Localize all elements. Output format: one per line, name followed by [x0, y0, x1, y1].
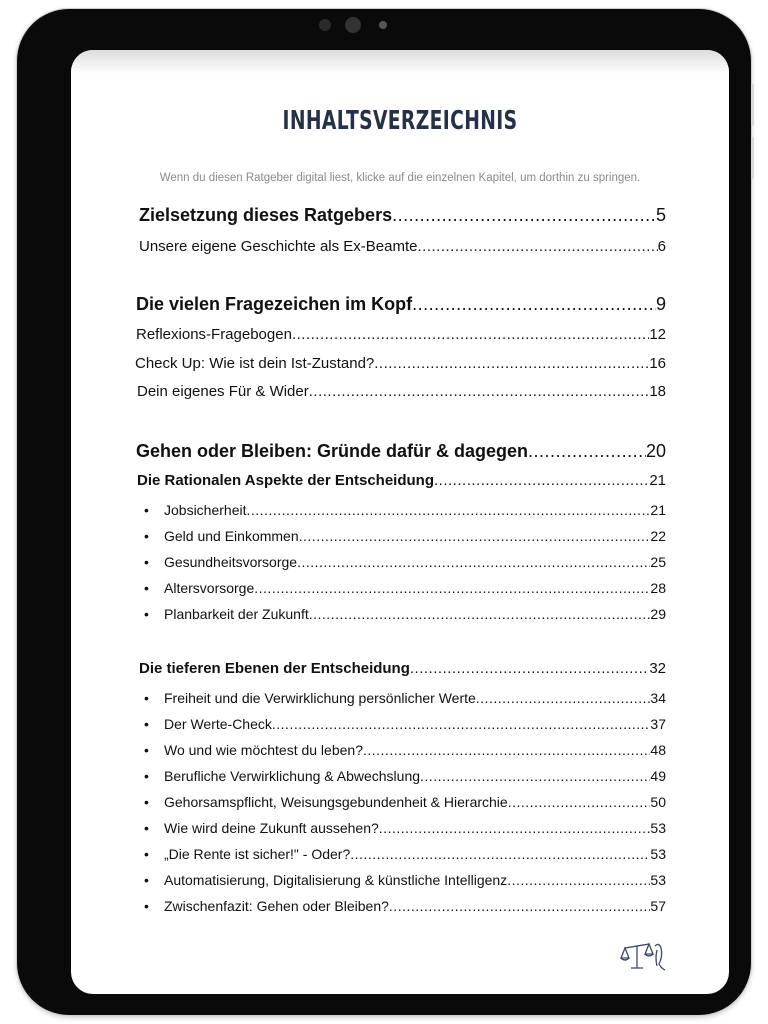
- toc-entry-label: Freiheit und die Verwirklichung persönlicher Werte: [164, 690, 476, 706]
- toc-entry-label: Jobsicherheit: [164, 502, 247, 518]
- toc-leader: [412, 294, 656, 315]
- toc-entry-zielsetzung[interactable]: [139, 205, 666, 226]
- toc-leader: [272, 716, 651, 732]
- light-sensor: [379, 21, 387, 29]
- toc-entry-label: Check Up: Wie ist dein Ist-Zustand?: [135, 355, 375, 372]
- toc-entry-page: 29: [650, 606, 666, 622]
- toc-leader: [363, 742, 650, 758]
- volume-down-button: [751, 137, 754, 179]
- toc-entry-page: 16: [649, 355, 666, 372]
- bullet-icon: •: [144, 554, 149, 570]
- toc-entry-page: 9: [655, 294, 666, 314]
- toc-entry-label: Gesundheitsvorsorge: [164, 554, 298, 570]
- toc-entry-werte-check[interactable]: [144, 716, 666, 732]
- toc-leader: [292, 326, 649, 343]
- toc-entry-label: Unsere eigene Geschichte als Ex-Beamte: [139, 238, 418, 255]
- toc-entry-automatisierung[interactable]: [144, 872, 666, 888]
- toc-entry-page: 53: [650, 820, 666, 836]
- toc-entry-zwischenfazit[interactable]: [144, 898, 666, 914]
- toc-leader: [254, 580, 650, 596]
- toc-entry-page: 18: [649, 383, 666, 400]
- bullet-icon: •: [144, 690, 149, 706]
- toc-entry-reflexion[interactable]: [136, 326, 666, 343]
- toc-entry-page: 21: [650, 502, 666, 518]
- toc-entry-page: 37: [650, 716, 666, 732]
- toc-leader: [434, 472, 649, 489]
- toc-entry-jobsicherheit[interactable]: [144, 502, 666, 518]
- camera-icon: [345, 17, 361, 33]
- sensor-dot: [319, 19, 331, 31]
- toc-entry-page: 12: [649, 326, 666, 343]
- toc-entry-zukunft[interactable]: [144, 820, 666, 836]
- toc-leader: [299, 528, 651, 544]
- toc-entry-label: Altersvorsorge: [164, 580, 255, 596]
- toc-entry-label: Automatisierung, Digitalisierung & künstliche Intelligenz: [164, 872, 508, 888]
- bullet-icon: •: [144, 846, 149, 862]
- toc-leader: [417, 238, 657, 255]
- toc-entry-berufliche-verwirklichung[interactable]: [144, 768, 666, 784]
- toc-entry-rationale-aspekte[interactable]: [137, 472, 666, 489]
- bullet-icon: •: [144, 872, 149, 888]
- toc-entry-planbarkeit[interactable]: [144, 606, 666, 622]
- toc-entry-page: 53: [650, 846, 666, 862]
- toc-entry-label: Die Rationalen Aspekte der Entscheidung: [137, 472, 435, 489]
- toc-entry-label: Planbarkeit der Zukunft: [164, 606, 309, 622]
- toc-leader: [389, 898, 651, 914]
- page-subtitle: Wenn du diesen Ratgeber digital liest, klicke auf die einzelnen Kapitel, um dorthin zu springen.: [159, 172, 641, 184]
- toc-entry-geld[interactable]: [144, 528, 666, 544]
- toc-leader: [420, 768, 650, 784]
- toc-entry-label: Die tieferen Ebenen der Entscheidung: [139, 660, 410, 677]
- toc-entry-gesundheit[interactable]: [144, 554, 666, 570]
- toc-entry-page: 25: [650, 554, 666, 570]
- bullet-icon: •: [144, 528, 149, 544]
- toc-entry-fuer-wider[interactable]: [137, 383, 666, 400]
- screen: [71, 50, 729, 994]
- bullet-icon: •: [144, 820, 149, 836]
- bullet-icon: •: [144, 716, 149, 732]
- toc-entry-geschichte[interactable]: [139, 238, 666, 255]
- toc-entry-label: Wo und wie möchtest du leben?: [164, 742, 363, 758]
- toc-entry-page: 21: [649, 472, 666, 489]
- toc-leader: [410, 660, 649, 677]
- toc-entry-wo-leben[interactable]: [144, 742, 666, 758]
- toc-leader: [247, 502, 651, 518]
- toc-entry-page: 53: [650, 872, 666, 888]
- tablet-frame: [17, 9, 751, 1015]
- toc-entry-label: Reflexions-Fragebogen: [136, 326, 292, 343]
- toc-entry-label: Gehorsamspflicht, Weisungsgebundenheit & Hierarchie: [164, 794, 508, 810]
- page-edge: [71, 50, 729, 74]
- toc-entry-page: 57: [650, 898, 666, 914]
- toc-entry-gehen-bleiben[interactable]: [136, 441, 666, 462]
- bullet-icon: •: [144, 768, 149, 784]
- toc-entry-label: Die vielen Fragezeichen im Kopf: [136, 294, 413, 314]
- bullet-icon: •: [144, 898, 149, 914]
- scales-of-justice-icon: [619, 938, 667, 974]
- toc-entry-label: Berufliche Verwirklichung & Abwechslung: [164, 768, 421, 784]
- toc-leader: [309, 383, 650, 400]
- toc-entry-label: Gehen oder Bleiben: Gründe dafür & dagegen: [136, 441, 529, 461]
- toc-leader: [374, 355, 649, 372]
- toc-entry-altersvorsorge[interactable]: [144, 580, 666, 596]
- toc-leader: [309, 606, 651, 622]
- toc-entry-label: Dein eigenes Für & Wider: [137, 383, 309, 400]
- toc-entry-page: 5: [655, 205, 666, 225]
- toc-entry-page: 49: [650, 768, 666, 784]
- bullet-icon: •: [144, 606, 149, 622]
- toc-entry-page: 32: [649, 660, 666, 677]
- toc-entry-page: 34: [650, 690, 666, 706]
- toc-entry-label: Zielsetzung dieses Ratgebers: [139, 205, 393, 225]
- toc-entry-page: 6: [657, 238, 666, 255]
- toc-entry-label: „Die Rente ist sicher!" - Oder?: [164, 846, 351, 862]
- bullet-icon: •: [144, 580, 149, 596]
- toc-entry-fragezeichen[interactable]: [136, 294, 666, 315]
- toc-leader: [379, 820, 651, 836]
- toc-entry-checkup[interactable]: [135, 355, 666, 372]
- bullet-icon: •: [144, 794, 149, 810]
- toc-entry-tiefere-ebenen[interactable]: [139, 660, 666, 677]
- toc-leader: [350, 846, 650, 862]
- toc-leader: [392, 205, 656, 226]
- page-title: INHALTSVERZEICHNIS: [282, 106, 518, 136]
- toc-entry-page: 48: [650, 742, 666, 758]
- toc-entry-page: 22: [650, 528, 666, 544]
- toc-leader: [508, 794, 651, 810]
- toc-entry-label: Der Werte-Check: [164, 716, 272, 732]
- toc-entry-gehorsamspflicht[interactable]: [144, 794, 666, 810]
- toc-entry-label: Wie wird deine Zukunft aussehen?: [164, 820, 379, 836]
- toc-leader: [476, 690, 651, 706]
- toc-leader: [528, 441, 646, 462]
- toc-leader: [297, 554, 650, 570]
- bullet-icon: •: [144, 742, 149, 758]
- toc-leader: [507, 872, 650, 888]
- toc-entry-label: Zwischenfazit: Gehen oder Bleiben?: [164, 898, 389, 914]
- toc-entry-rente[interactable]: [144, 846, 666, 862]
- toc-entry-freiheit[interactable]: [144, 690, 666, 706]
- volume-up-button: [751, 84, 754, 126]
- toc-entry-page: 20: [645, 441, 666, 461]
- bullet-icon: •: [144, 502, 149, 518]
- toc-entry-page: 50: [650, 794, 666, 810]
- toc-entry-page: 28: [650, 580, 666, 596]
- toc-entry-label: Geld und Einkommen: [164, 528, 299, 544]
